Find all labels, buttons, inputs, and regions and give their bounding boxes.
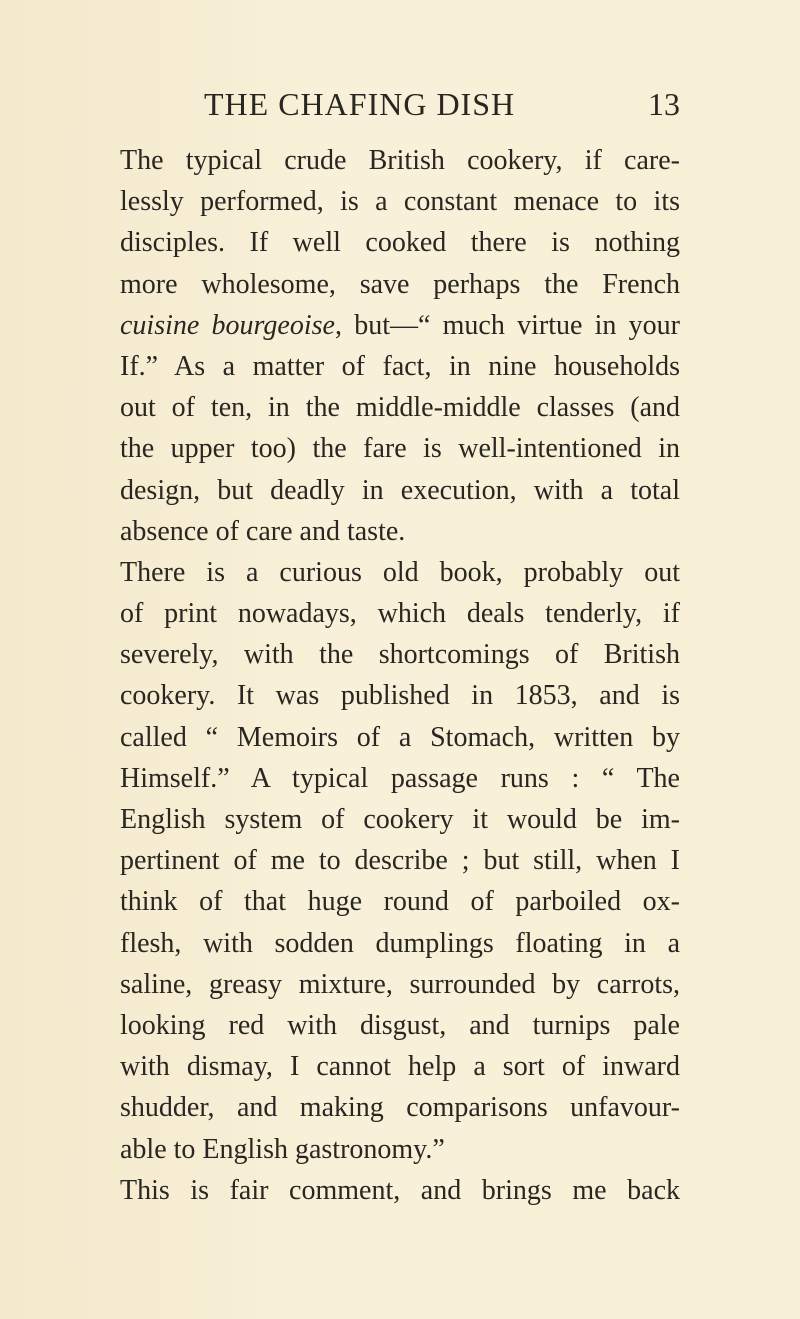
text-line: more wholesome, save perhaps the French — [120, 268, 680, 300]
text-line: able to English gastronomy.” — [120, 1133, 445, 1165]
text-line: Himself.” A typical passage runs : “ The — [120, 762, 680, 794]
text-line: cuisine bourgeoise, but—“ much virtue in your — [120, 309, 681, 341]
body-text — [120, 140, 680, 1211]
text-line: The typical crude British cookery, if care- — [120, 145, 680, 176]
text-line: the upper too) the fare is well-intentioned in — [120, 433, 680, 465]
text-line: of print nowadays, which deals tenderly, if — [120, 598, 680, 630]
italic-phrase: cuisine bourgeoise — [120, 309, 335, 341]
running-head-title: THE CHAFING DISH — [204, 86, 516, 122]
text-line: disciples. If well cooked there is nothing — [120, 227, 680, 259]
text-line: flesh, with sodden dumplings floating in a — [120, 927, 680, 959]
text-line: severely, with the shortcomings of British — [120, 639, 680, 671]
running-head — [120, 86, 680, 130]
page-number: 13 — [648, 86, 680, 122]
text-line: looking red with disgust, and turnips pale — [120, 1009, 680, 1041]
text-line: with dismay, I cannot help a sort of inward — [120, 1051, 680, 1083]
text-line: This is fair comment, and brings me back — [120, 1174, 680, 1206]
text-line: saline, greasy mixture, surrounded by carrots, — [120, 968, 680, 1000]
text-line: cookery. It was published in 1853, and is — [120, 680, 680, 712]
text-line: English system of cookery it would be im- — [120, 804, 680, 835]
text-line: There is a curious old book, probably out — [120, 556, 680, 588]
text-line: called “ Memoirs of a Stomach, written by — [120, 721, 680, 753]
text-line: pertinent of me to describe ; but still, when I — [120, 845, 680, 877]
text-line: absence of care and taste. — [120, 515, 406, 547]
text-line: If.” As a matter of fact, in nine households — [120, 350, 680, 382]
text-line: think of that huge round of parboiled ox- — [120, 886, 680, 918]
text-line: shudder, and making comparisons unfavour- — [120, 1092, 680, 1124]
text-line: design, but deadly in execution, with a total — [120, 474, 680, 506]
text-line: out of ten, in the middle-middle classes (and — [120, 392, 680, 424]
text-line: lessly performed, is a constant menace to its — [120, 186, 680, 218]
